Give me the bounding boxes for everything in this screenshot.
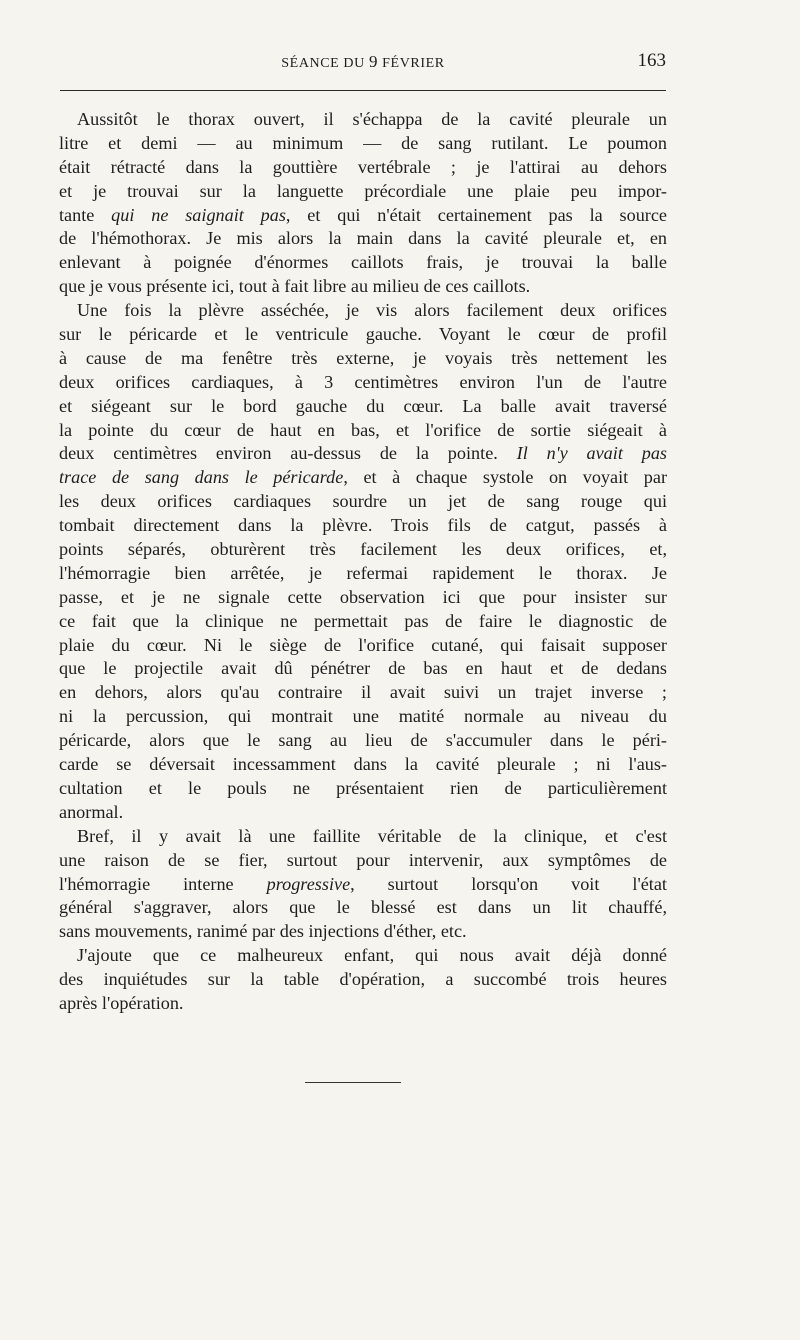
- text-line: les deux orifices cardiaques sourdre un jet de sang rouge qui: [59, 491, 667, 512]
- text-line: était rétracté dans la gouttière vertébrale ; je l'attirai au dehors: [59, 156, 667, 177]
- running-head-title: [60, 52, 666, 72]
- text-line: points séparés, obturèrent très facilement les deux orifices, et,: [59, 539, 667, 560]
- text-line: et siégeant sur le bord gauche du cœur. La balle avait traversé: [59, 395, 667, 416]
- text-line: J'ajoute que ce malheureux enfant, qui nous avait déjà donné: [77, 945, 667, 966]
- text-line: sur le péricarde et le ventricule gauche. Voyant le cœur de profil: [59, 324, 667, 345]
- head-title-pre: SÉANCE DU: [281, 56, 369, 71]
- text-line: carde se déversait incessamment dans la cavité pleurale ; ni l'aus-: [59, 754, 667, 775]
- text-line: [59, 466, 667, 490]
- text-line: enlevant à poignée d'énormes caillots frais, je trouvai la balle: [59, 252, 667, 273]
- text-line: général s'aggraver, alors que le blessé est dans un lit chauffé,: [59, 897, 667, 918]
- text-line: péricarde, alors que le sang au lieu de s'accumuler dans le péri-: [59, 730, 667, 751]
- line-text: , surtout lorsqu'on voit l'état: [350, 873, 667, 894]
- text-line: plaie du cœur. Ni le siège de l'orifice cutané, qui faisait supposer: [59, 634, 667, 655]
- text-line: des inquiétudes sur la table d'opération, a succombé trois heures: [59, 969, 667, 990]
- body-text: [59, 108, 667, 1016]
- line-text: , et à chaque systole on voyait par: [343, 467, 667, 488]
- text-line: de l'hémothorax. Je mis alors la main dans la cavité pleurale et, en: [59, 228, 667, 249]
- text-line: deux orifices cardiaques, à 3 centimètres environ l'un de l'autre: [59, 371, 667, 392]
- text-line: [59, 204, 667, 228]
- text-line: Aussitôt le thorax ouvert, il s'échappa de la cavité pleurale un: [77, 109, 667, 129]
- text-line: [59, 442, 667, 466]
- text-line: sans mouvements, ranimé par des injections d'éther, etc.: [59, 921, 467, 942]
- text-line: que le projectile avait dû pénétrer de bas en haut et de dedans: [59, 658, 667, 679]
- end-rule: [305, 1082, 401, 1083]
- head-title-post: FÉVRIER: [378, 56, 445, 71]
- line-text: deux centimètres environ au-dessus de la pointe.: [59, 443, 517, 464]
- text-line: en dehors, alors qu'au contraire il avait suivi un trajet inverse ;: [59, 682, 667, 703]
- text-line: cultation et le pouls ne présentaient rien de particulièrement: [59, 777, 667, 798]
- header-rule: [60, 90, 666, 91]
- line-text: , et qui n'était certainement pas la source: [285, 204, 667, 225]
- text-line: Bref, il y avait là une faillite véritable de la clinique, et c'est: [77, 825, 667, 846]
- text-line: litre et demi — au minimum — de sang rutilant. Le poumon: [59, 132, 667, 153]
- text-line: ce fait que la clinique ne permettait pas de faire le diagnostic de: [59, 610, 667, 631]
- line-text: tante: [59, 204, 112, 225]
- text-line: une raison de se fier, surtout pour intervenir, aux symptômes de: [59, 849, 667, 870]
- text-line: à cause de ma fenêtre très externe, je voyais très nettement les: [59, 347, 667, 368]
- italic-text: trace de sang dans le péricarde: [59, 467, 344, 488]
- text-line: ni la percussion, qui montrait une matité normale au niveau du: [59, 706, 667, 727]
- text-line: la pointe du cœur de haut en bas, et l'orifice de sortie siégeait à: [59, 419, 667, 440]
- text-line: Une fois la plèvre asséchée, je vis alors facilement deux orifices: [77, 300, 667, 321]
- text-line: l'hémorragie bien arrêtée, je refermai rapidement le thorax. Je: [59, 562, 667, 583]
- text-line: passe, et je ne signale cette observation ici que pour insister sur: [59, 586, 667, 607]
- italic-text: progressive: [266, 873, 351, 894]
- line-text: l'hémorragie interne: [59, 873, 267, 894]
- head-title-number: 9: [368, 52, 379, 71]
- text-line: après l'opération.: [59, 992, 184, 1013]
- text-line: et je trouvai sur la languette précordiale une plaie peu impor-: [59, 180, 667, 201]
- text-line: que je vous présente ici, tout à fait libre au milieu de ces caillots.: [59, 276, 531, 297]
- text-line: tombait directement dans la plèvre. Trois fils de catgut, passés à: [59, 515, 667, 536]
- italic-text: Il n'y avait pas: [516, 443, 667, 464]
- page-number: 163: [637, 50, 666, 71]
- text-line: anormal.: [59, 801, 124, 822]
- italic-text: qui ne saignait pas: [111, 204, 286, 225]
- running-head: [60, 52, 666, 76]
- text-line: [59, 873, 667, 897]
